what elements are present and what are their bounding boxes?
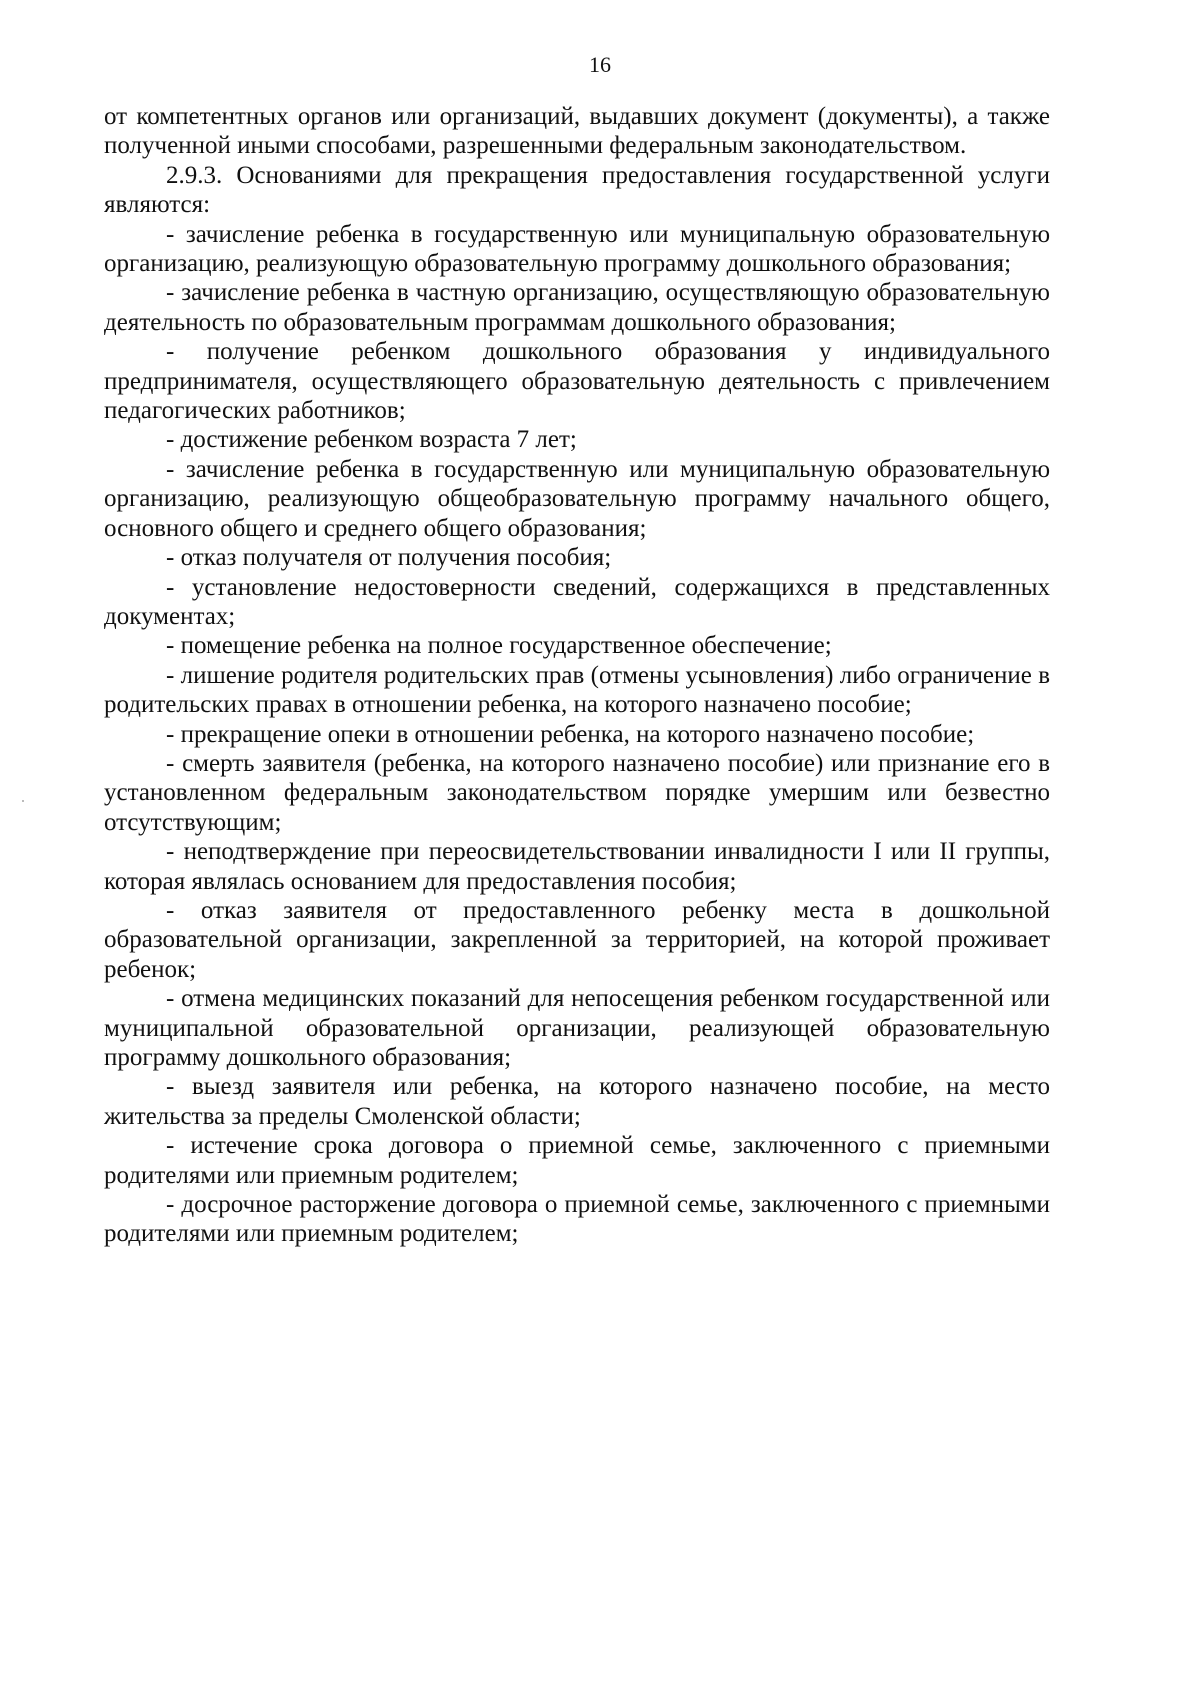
scan-speck (22, 800, 24, 802)
list-item: - досрочное расторжение договора о приемной семье, заключенного с приемными родителями или приемным родителем; (104, 1191, 1050, 1248)
list-item: - установление недостоверности сведений, содержащихся в представленных документах; (104, 573, 1050, 630)
page-number: 16 (589, 52, 611, 77)
list-item: - выезд заявителя или ребенка, на которого назначено пособие, на место жительства за пределы Смоленской области; (104, 1073, 1050, 1130)
list-item: - отказ заявителя от предоставленного ребенку места в дошкольной образовательной организации, закрепленной за территорией, на которой проживает ребенок; (104, 896, 1050, 983)
list-item: - отмена медицинских показаний для непосещения ребенком государственной или муниципальной образовательной организации, реализующей образовательную программу дошкольного образования; (104, 985, 1050, 1071)
list-item: - зачисление ребенка в государственную или муниципальную образовательную организацию, реализующую образовательную программу дошкольного образования; (104, 220, 1050, 278)
list-item: - отказ получателя от получения пособия; (166, 544, 612, 572)
list-item: - смерть заявителя (ребенка, на которого назначено пособие) или признание его в установленном федеральным законодательством порядке умершим или безвестно отсутствующим; (104, 749, 1050, 836)
list-item: - прекращение опеки в отношении ребенка, на которого назначено пособие; (166, 720, 975, 748)
list-item: - достижение ребенком возраста 7 лет; (166, 426, 577, 454)
section-heading-2-9-3: 2.9.3. Основаниями для прекращения предоставления государственной услуги являются: (104, 161, 1050, 219)
list-item: - зачисление ребенка в частную организацию, осуществляющую образовательную деятельность по образовательным программам дошкольного образования; (104, 279, 1050, 336)
paragraph-continuation: от компетентных органов или организаций, выдавших документ (документы), а также полученной иными способами, разрешенными федеральным законодательством. (104, 103, 1050, 160)
list-item: - получение ребенком дошкольного образования у индивидуального предпринимателя, осуществляющего образовательную деятельность с привлечением педагогических работников; (104, 338, 1050, 425)
list-item: - лишение родителя родительских прав (отмены усыновления) либо ограничение в родительских правах в отношении ребенка, на которого назначено пособие; (104, 661, 1050, 719)
list-item: - зачисление ребенка в государственную или муниципальную образовательную организацию, реализующую общеобразовательную программу начального общего, основного общего и среднего общего образования; (104, 455, 1050, 542)
list-item: - помещение ребенка на полное государственное обеспечение; (166, 632, 832, 660)
list-item: - неподтверждение при переосвидетельствовании инвалидности I или II группы, которая являлась основанием для предоставления пособия; (104, 838, 1050, 895)
list-item: - истечение срока договора о приемной семье, заключенного с приемными родителями или приемным родителем; (104, 1132, 1050, 1189)
document-body (104, 102, 1050, 1249)
